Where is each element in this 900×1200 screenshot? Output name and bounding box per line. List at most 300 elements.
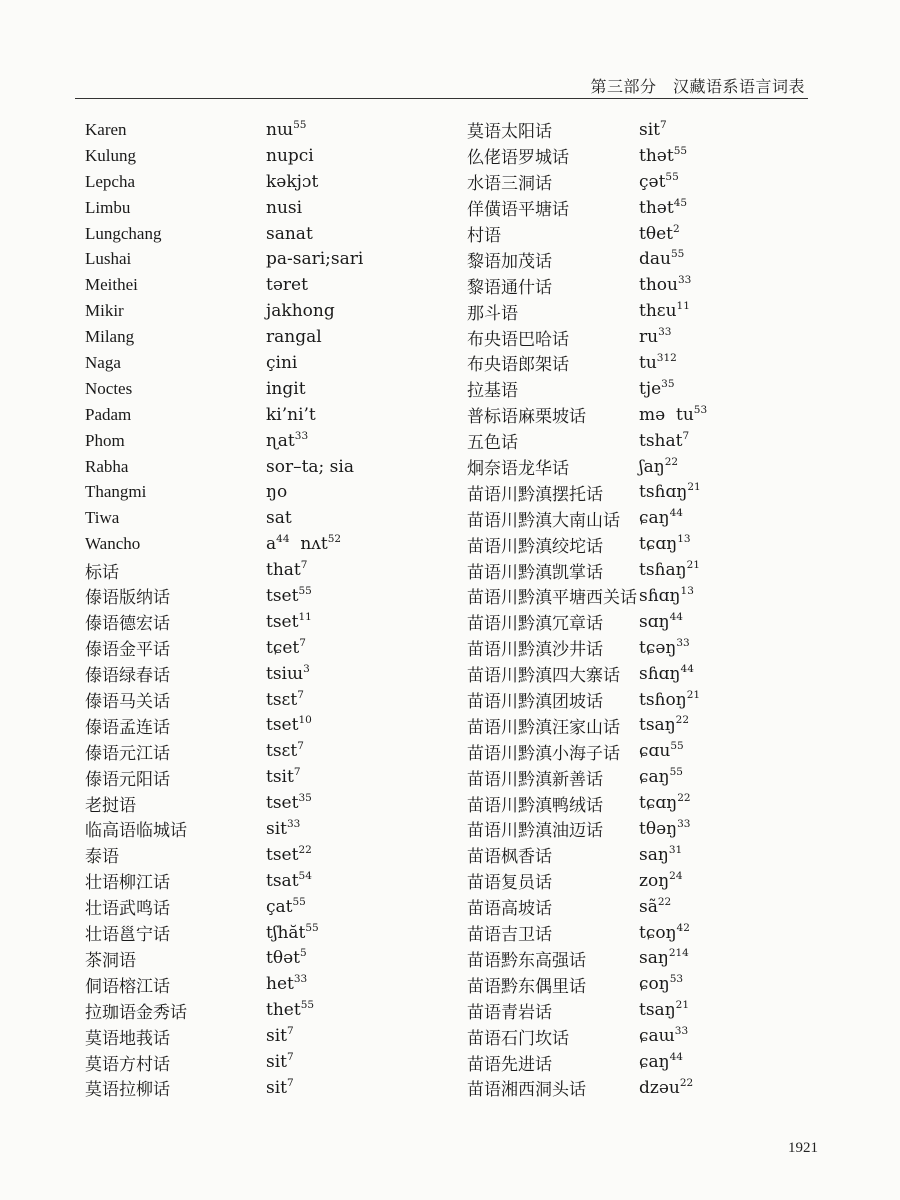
- word-entry-row: [85, 402, 465, 428]
- tone-number: 55: [300, 999, 315, 1012]
- word-entry-row: [85, 997, 465, 1023]
- form-segment: tsaŋ: [639, 1000, 676, 1021]
- word-form: [639, 638, 690, 658]
- tone-number: 24: [669, 869, 683, 882]
- tone-number: 7: [293, 766, 301, 779]
- tone-number: 33: [294, 429, 309, 442]
- form-segment: sit: [266, 818, 287, 839]
- form-segment: tɕəŋ: [639, 637, 677, 658]
- word-form: [266, 431, 308, 451]
- word-form: [639, 664, 694, 684]
- word-form: [266, 767, 301, 787]
- language-name: 莫语拉柳话: [85, 1080, 170, 1100]
- word-entry-row: [467, 376, 847, 402]
- form-segment: ɕaŋ: [639, 767, 670, 788]
- tone-number: 52: [327, 533, 342, 546]
- form-segment: tɕoŋ: [639, 922, 677, 943]
- form-segment: ɕaŋ: [639, 508, 670, 529]
- form-segment: ŋo: [266, 482, 288, 503]
- form-segment: ru: [639, 327, 659, 348]
- tone-number: 53: [693, 403, 708, 416]
- language-name: Mikir: [85, 301, 124, 321]
- language-name: 侗语榕江话: [85, 976, 170, 996]
- form-segment: sit: [266, 1052, 287, 1072]
- language-name: 傣语马关话: [85, 692, 170, 712]
- word-entry-row: [85, 816, 465, 842]
- language-name: 布央语郎架话: [467, 355, 569, 375]
- word-form: [266, 974, 307, 994]
- word-entry-row: [85, 428, 465, 454]
- form-segment: thou: [639, 275, 678, 296]
- language-name: 傣语德宏话: [85, 614, 170, 634]
- language-name: 壮语武鸣话: [85, 899, 170, 919]
- language-name: 傣语元江话: [85, 743, 170, 763]
- word-form: [639, 431, 689, 451]
- form-segment: tɕɑŋ: [639, 534, 678, 555]
- tone-number: 33: [677, 817, 691, 830]
- tone-number: 55: [670, 248, 685, 261]
- word-form: [266, 638, 306, 658]
- word-form: [639, 1026, 688, 1046]
- form-segment: ɕoŋ: [639, 974, 670, 995]
- word-entry-row: [467, 738, 847, 764]
- word-entry-row: [467, 479, 847, 505]
- word-form: [639, 793, 691, 813]
- word-form: [266, 534, 341, 554]
- language-name: 苗语石门坎话: [467, 1028, 569, 1048]
- word-form: [639, 1052, 683, 1072]
- word-entry-row: [467, 946, 847, 972]
- form-segment: jakhong: [266, 301, 335, 322]
- form-segment: pa-sari;sari: [266, 249, 364, 270]
- right-word-column: [467, 117, 847, 1101]
- word-entry-row: [85, 531, 465, 557]
- language-name: Lushai: [85, 249, 132, 269]
- language-name: 苗语川黔滇摆托话: [467, 484, 603, 504]
- language-name: 苗语黔东偶里话: [467, 976, 586, 996]
- language-name: 村语: [467, 226, 501, 245]
- word-form: [639, 690, 700, 710]
- page-number: 1921: [788, 1140, 818, 1156]
- word-entry-row: [467, 350, 847, 376]
- word-form: [266, 819, 300, 839]
- form-segment: tset: [266, 844, 299, 865]
- word-form: [639, 948, 689, 968]
- tone-number: 7: [287, 1025, 294, 1038]
- language-name: 莫语方村话: [85, 1054, 170, 1074]
- word-form: [639, 767, 683, 787]
- form-segment: nupci: [266, 145, 314, 166]
- word-form: [266, 301, 335, 321]
- tone-number: 55: [669, 766, 683, 779]
- word-form: [639, 482, 701, 502]
- form-segment: tsat: [266, 870, 299, 891]
- language-name: 傣语孟连话: [85, 717, 170, 737]
- language-name: 傣语绿春话: [85, 666, 170, 686]
- language-name: 苗语川黔滇冗章话: [467, 614, 603, 634]
- form-segment: nʌt: [289, 534, 328, 555]
- form-segment: dau: [639, 249, 671, 270]
- language-name: 苗语川黔滇新善话: [467, 769, 603, 789]
- word-form: [639, 405, 707, 425]
- word-form: [639, 612, 683, 632]
- form-segment: tset: [266, 715, 299, 736]
- word-form: [266, 405, 316, 425]
- word-form: [639, 586, 694, 606]
- word-entry-row: [467, 687, 847, 713]
- word-form: [266, 172, 318, 192]
- language-name: Noctes: [85, 378, 133, 398]
- tone-number: 42: [676, 921, 690, 934]
- word-entry-row: [467, 324, 847, 350]
- tone-number: 55: [298, 584, 312, 597]
- word-form: [266, 457, 354, 477]
- language-name: 苗语川黔滇鸭绒话: [467, 795, 603, 815]
- word-form: [266, 1052, 294, 1072]
- word-form: [266, 120, 306, 140]
- word-entry-row: [467, 143, 847, 169]
- word-entry-row: [85, 920, 465, 946]
- word-form: [266, 353, 297, 373]
- word-form: [639, 741, 684, 761]
- word-entry-row: [467, 816, 847, 842]
- tone-number: 22: [657, 895, 672, 908]
- language-name: 苗语川黔滇平塘西关话: [467, 588, 637, 608]
- word-entry-row: [85, 324, 465, 350]
- language-name: Rabha: [85, 456, 129, 476]
- word-entry-row: [467, 894, 847, 920]
- form-segment: tsaŋ: [639, 715, 676, 736]
- language-name: 标话: [85, 562, 119, 582]
- word-form: [266, 612, 312, 632]
- tone-number: 33: [287, 817, 301, 830]
- form-segment: tsɛt: [266, 741, 298, 762]
- form-segment: tsɦoŋ: [639, 689, 687, 710]
- word-form: [639, 845, 682, 865]
- form-segment: thet: [266, 1000, 301, 1021]
- word-entry-row: [467, 583, 847, 609]
- word-form: [639, 224, 680, 244]
- word-entry-row: [85, 635, 465, 661]
- form-segment: thət: [639, 145, 674, 166]
- word-entry-row: [467, 272, 847, 298]
- form-segment: tset: [266, 611, 299, 632]
- word-entry-row: [85, 246, 465, 272]
- language-name: 莫语太阳话: [467, 122, 552, 142]
- word-form: [266, 198, 302, 218]
- form-segment: ki’ni’t: [266, 404, 316, 425]
- word-entry-row: [85, 195, 465, 221]
- tone-number: 45: [673, 196, 688, 209]
- word-form: [639, 327, 671, 347]
- word-entry-row: [85, 894, 465, 920]
- tone-number: 2: [672, 222, 680, 235]
- word-form: [639, 353, 677, 373]
- word-entry-row: [85, 298, 465, 324]
- word-form: [639, 534, 691, 554]
- word-entry-row: [467, 531, 847, 557]
- word-form: [639, 172, 679, 192]
- word-form: [639, 508, 683, 528]
- word-entry-row: [467, 920, 847, 946]
- word-form: [266, 923, 319, 943]
- language-name: 壮语柳江话: [85, 873, 170, 893]
- word-entry-row: [467, 1075, 847, 1101]
- word-form: [639, 871, 683, 891]
- tone-number: 312: [656, 351, 677, 364]
- form-segment: het: [266, 974, 294, 995]
- form-segment: ɳat: [266, 430, 295, 451]
- tone-number: 214: [668, 947, 689, 960]
- form-segment: kəkjɔt: [266, 171, 319, 192]
- word-entry-row: [467, 790, 847, 816]
- word-entry-row: [467, 661, 847, 687]
- tone-number: 35: [661, 377, 675, 390]
- word-form: [639, 146, 687, 166]
- form-segment: tɕɑŋ: [639, 793, 678, 814]
- form-segment: ʃaŋ: [639, 456, 665, 477]
- word-entry-row: [85, 169, 465, 195]
- language-name: 苗语高坡话: [467, 899, 552, 919]
- tone-number: 53: [669, 973, 684, 986]
- tone-number: 22: [298, 843, 312, 856]
- word-entry-row: [467, 402, 847, 428]
- word-form: [266, 1078, 294, 1098]
- language-name: 仫佬语罗城话: [467, 148, 569, 168]
- word-form: [266, 1000, 314, 1020]
- word-form: [266, 275, 308, 295]
- form-segment: sɦɑŋ: [639, 585, 681, 606]
- tone-number: 7: [660, 118, 667, 131]
- word-entry-row: [85, 1075, 465, 1101]
- form-segment: tu: [639, 352, 657, 373]
- form-segment: mə tu: [639, 404, 694, 425]
- form-segment: tsit: [266, 767, 294, 788]
- word-form: [266, 146, 314, 166]
- language-name: 苗语川黔滇大南山话: [467, 510, 620, 530]
- word-entry-row: [85, 661, 465, 687]
- language-name: Meithei: [85, 275, 138, 295]
- word-entry-row: [467, 117, 847, 143]
- tone-number: 22: [664, 455, 679, 468]
- form-segment: tset: [266, 585, 299, 606]
- word-form: [266, 871, 312, 891]
- tone-number: 44: [669, 1051, 683, 1063]
- word-form: [266, 690, 304, 710]
- language-name: Phom: [85, 430, 125, 450]
- language-name: 老挝语: [85, 795, 136, 815]
- tone-number: 13: [677, 533, 691, 546]
- tone-number: 7: [287, 1076, 294, 1089]
- language-name: 水语三洞话: [467, 174, 552, 194]
- form-segment: sit: [266, 1077, 287, 1098]
- word-entry-row: [85, 350, 465, 376]
- language-name: 普标语麻栗坡话: [467, 407, 586, 427]
- tone-number: 33: [674, 1025, 689, 1038]
- word-form: [639, 897, 671, 917]
- tone-number: 44: [669, 610, 683, 623]
- word-form: [639, 275, 691, 295]
- tone-number: 33: [658, 326, 672, 339]
- tone-number: 21: [686, 688, 701, 701]
- tone-number: 55: [293, 118, 307, 131]
- word-entry-row: [85, 376, 465, 402]
- form-segment: thət: [639, 197, 674, 218]
- tone-number: 7: [297, 688, 304, 701]
- word-form: [266, 715, 312, 735]
- word-form: [266, 508, 292, 528]
- form-segment: tθəŋ: [639, 818, 678, 839]
- word-entry-row: [85, 1049, 465, 1075]
- word-form: [266, 379, 306, 399]
- language-name: Tiwa: [85, 508, 120, 528]
- form-segment: tsiɯ: [266, 663, 304, 684]
- tone-number: 22: [677, 792, 691, 805]
- tone-number: 5: [299, 947, 307, 960]
- tone-number: 55: [665, 170, 679, 183]
- form-segment: sat: [266, 508, 292, 529]
- word-entry-row: [467, 842, 847, 868]
- word-entry-row: [467, 971, 847, 997]
- language-name: 苗语先进话: [467, 1054, 552, 1074]
- form-segment: tθet: [639, 223, 673, 244]
- form-segment: çini: [266, 352, 298, 373]
- word-entry-row: [467, 1049, 847, 1075]
- language-name: 苗语川黔滇凯掌话: [467, 562, 603, 582]
- tone-number: 21: [687, 481, 701, 494]
- language-name: 黎语通什话: [467, 277, 552, 297]
- language-name: 傣语金平话: [85, 640, 170, 660]
- tone-number: 13: [680, 584, 694, 597]
- word-form: [639, 198, 687, 218]
- word-entry-row: [85, 557, 465, 583]
- form-segment: tθət: [266, 948, 300, 969]
- form-segment: tsɦaŋ: [639, 560, 687, 581]
- form-segment: dzəu: [639, 1077, 680, 1098]
- language-name: 苗语吉卫话: [467, 925, 552, 945]
- word-form: [639, 819, 690, 839]
- language-name: Lungchang: [85, 223, 162, 243]
- word-form: [266, 327, 322, 347]
- language-name: Lepcha: [85, 171, 136, 191]
- form-segment: çat: [266, 896, 293, 917]
- word-entry-row: [85, 609, 465, 635]
- form-segment: that: [266, 560, 301, 581]
- word-form: [266, 948, 307, 968]
- word-form: [639, 379, 675, 399]
- language-name: 苗语复员话: [467, 873, 552, 893]
- form-segment: ɕaɯ: [639, 1026, 675, 1047]
- form-segment: tje: [639, 378, 662, 399]
- form-segment: sã: [639, 896, 658, 917]
- language-name: 苗语青岩话: [467, 1002, 552, 1022]
- word-entry-row: [467, 454, 847, 480]
- language-name: 莫语地莪话: [85, 1028, 170, 1048]
- word-entry-row: [467, 169, 847, 195]
- tone-number: 7: [297, 740, 304, 753]
- tone-number: 10: [298, 714, 312, 727]
- word-entry-row: [467, 609, 847, 635]
- word-entry-row: [467, 557, 847, 583]
- language-name: Wancho: [85, 534, 141, 554]
- language-name: 黎语加茂话: [467, 251, 552, 271]
- word-entry-row: [85, 790, 465, 816]
- word-entry-row: [85, 117, 465, 143]
- header-rule: [75, 98, 808, 99]
- form-segment: sɑŋ: [639, 611, 670, 632]
- language-name: 苗语川黔滇四大寨话: [467, 666, 620, 686]
- word-form: [266, 1026, 294, 1046]
- word-entry-row: [85, 272, 465, 298]
- word-entry-row: [85, 505, 465, 531]
- form-segment: ɕaŋ: [639, 1052, 670, 1072]
- form-segment: tshat: [639, 430, 683, 451]
- tone-number: 21: [686, 559, 700, 572]
- form-segment: saŋ: [639, 844, 669, 865]
- word-form: [266, 560, 307, 580]
- form-segment: sɦɑŋ: [639, 663, 681, 684]
- word-form: [639, 457, 678, 477]
- form-segment: tset: [266, 793, 299, 814]
- tone-number: 22: [675, 714, 690, 727]
- word-entry-row: [467, 221, 847, 247]
- language-name: Limbu: [85, 197, 131, 217]
- form-segment: thɛu: [639, 301, 677, 322]
- word-entry-row: [85, 946, 465, 972]
- form-segment: nɯ: [266, 119, 294, 140]
- tone-number: 7: [287, 1051, 294, 1063]
- language-name: 那斗语: [467, 303, 518, 323]
- tone-number: 44: [680, 662, 694, 675]
- tone-number: 11: [676, 300, 690, 313]
- form-segment: sit: [266, 1026, 287, 1047]
- word-form: [639, 715, 689, 735]
- form-segment: ingit: [266, 378, 306, 399]
- word-entry-row: [85, 764, 465, 790]
- word-entry-row: [467, 246, 847, 272]
- word-form: [639, 974, 683, 994]
- language-name: 拉珈语金秀话: [85, 1002, 187, 1022]
- word-entry-row: [85, 687, 465, 713]
- form-segment: a: [266, 534, 277, 555]
- language-name: 苗语川黔滇小海子话: [467, 743, 620, 763]
- tone-number: 31: [668, 843, 683, 856]
- word-entry-row: [467, 997, 847, 1023]
- form-segment: tʃhăt: [266, 922, 306, 943]
- word-entry-row: [85, 842, 465, 868]
- word-entry-row: [467, 868, 847, 894]
- word-entry-row: [85, 738, 465, 764]
- language-name: 炯奈语龙华话: [467, 459, 569, 479]
- word-form: [639, 120, 667, 140]
- word-entry-row: [467, 712, 847, 738]
- word-entry-row: [467, 298, 847, 324]
- word-entry-row: [467, 505, 847, 531]
- word-form: [266, 897, 306, 917]
- language-name: 苗语川黔滇汪家山话: [467, 717, 620, 737]
- form-segment: təret: [266, 275, 308, 296]
- language-name: 苗语川黔滇绞坨话: [467, 536, 603, 556]
- word-form: [639, 301, 690, 321]
- word-form: [266, 224, 313, 244]
- tone-number: 7: [300, 559, 308, 572]
- form-segment: tsɦɑŋ: [639, 482, 688, 503]
- language-name: Padam: [85, 404, 132, 424]
- word-form: [266, 482, 287, 502]
- word-entry-row: [85, 868, 465, 894]
- language-name: 苗语川黔滇沙井话: [467, 640, 603, 660]
- tone-number: 7: [299, 636, 306, 649]
